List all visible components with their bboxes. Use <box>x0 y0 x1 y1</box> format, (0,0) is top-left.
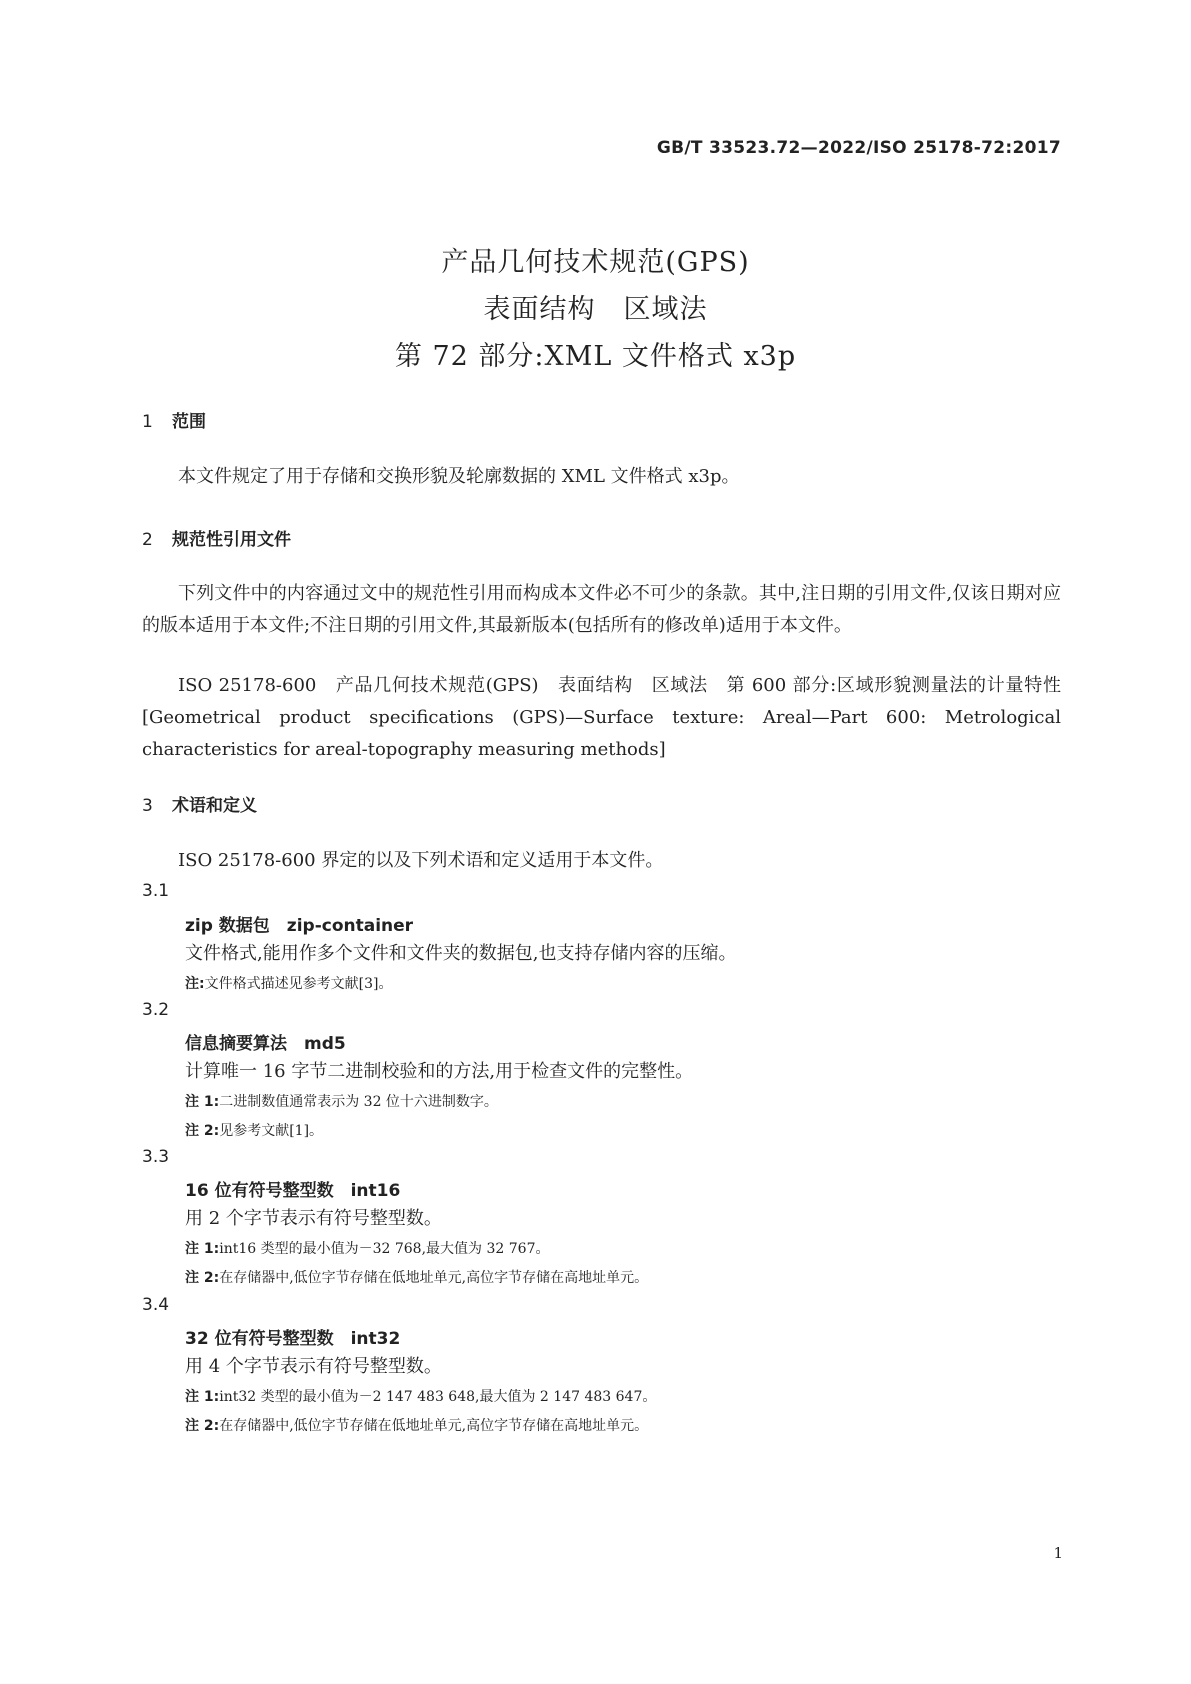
section-2-body: 下列文件中的内容通过文中的规范性引用而构成本文件必不可少的条款。其中,注日期的引用文件,仅该日期对应的版本适用于本文件;不注日期的引用文件,其最新版本(包括所有的修改单)适用于本文件。 <box>142 583 1061 636</box>
page-number: 1 <box>1053 1544 1063 1562</box>
term-definition: 用 4 个字节表示有符号整型数。 <box>185 1356 442 1377</box>
term-note <box>185 1091 498 1111</box>
note-text: int16 类型的最小值为－32 768,最大值为 32 767。 <box>219 1241 550 1257</box>
term-title: 16 位有符号整型数 int16 <box>185 1181 401 1201</box>
term-title: 32 位有符号整型数 int32 <box>185 1329 401 1349</box>
standard-code: GB/T 33523.72—2022/ISO 25178-72:2017 <box>656 138 1061 158</box>
note-text: 在存储器中,低位字节存储在低地址单元,高位字节存储在高地址单元。 <box>219 1418 649 1434</box>
term-note <box>185 1386 656 1406</box>
note-label: 注 2: <box>185 1270 220 1286</box>
note-text: 文件格式描述见参考文献[3]。 <box>204 976 393 992</box>
term-number: 3.4 <box>142 1295 170 1315</box>
title-line-1: 产品几何技术规范(GPS) <box>441 247 750 278</box>
term-note <box>185 973 392 993</box>
note-text: 二进制数值通常表示为 32 位十六进制数字。 <box>219 1094 498 1110</box>
title-line-2: 表面结构 区域法 <box>483 294 708 325</box>
term-title: zip 数据包 zip-container <box>185 916 414 936</box>
title-line-3: 第 72 部分:XML 文件格式 x3p <box>394 341 797 372</box>
note-text: 见参考文献[1]。 <box>219 1123 324 1139</box>
section-3-intro: ISO 25178-600 界定的以及下列术语和定义适用于本文件。 <box>178 850 664 871</box>
section-3-heading <box>142 791 257 816</box>
term-note <box>185 1238 549 1258</box>
section-1-heading <box>142 407 206 432</box>
note-label: 注 2: <box>185 1418 220 1434</box>
term-note <box>185 1267 648 1287</box>
term-number: 3.3 <box>142 1147 170 1167</box>
section-number: 3 <box>142 796 153 816</box>
section-2-heading <box>142 525 291 550</box>
term-number: 3.1 <box>142 881 170 901</box>
normative-reference: ISO 25178-600 产品几何技术规范(GPS) 表面结构 区域法 第 600 部分:区域形貌测量法的计量特性[Geometrical product specifications (GPS)—Surface texture: Areal—Part 600: Metrological characteristics for areal-topography measuring methods] <box>142 675 1061 760</box>
term-definition: 用 2 个字节表示有符号整型数。 <box>185 1208 442 1229</box>
note-label: 注 2: <box>185 1123 220 1139</box>
section-number: 2 <box>142 530 153 550</box>
section-title: 规范性引用文件 <box>172 530 291 550</box>
section-title: 术语和定义 <box>172 796 257 816</box>
term-title: 信息摘要算法 md5 <box>185 1034 346 1054</box>
section-1-body: 本文件规定了用于存储和交换形貌及轮廓数据的 XML 文件格式 x3p。 <box>178 466 740 487</box>
note-label: 注 1: <box>185 1241 220 1257</box>
note-text: 在存储器中,低位字节存储在低地址单元,高位字节存储在高地址单元。 <box>219 1270 649 1286</box>
term-note <box>185 1415 648 1435</box>
term-definition: 文件格式,能用作多个文件和文件夹的数据包,也支持存储内容的压缩。 <box>185 943 737 964</box>
section-title: 范围 <box>172 412 206 432</box>
note-label: 注 1: <box>185 1389 220 1405</box>
note-text: int32 类型的最小值为－2 147 483 648,最大值为 2 147 483 647。 <box>219 1389 657 1405</box>
term-number: 3.2 <box>142 1000 170 1020</box>
note-label: 注: <box>185 976 205 992</box>
term-note <box>185 1120 323 1140</box>
note-label: 注 1: <box>185 1094 220 1110</box>
section-number: 1 <box>142 412 153 432</box>
term-definition: 计算唯一 16 字节二进制校验和的方法,用于检查文件的完整性。 <box>185 1061 694 1082</box>
